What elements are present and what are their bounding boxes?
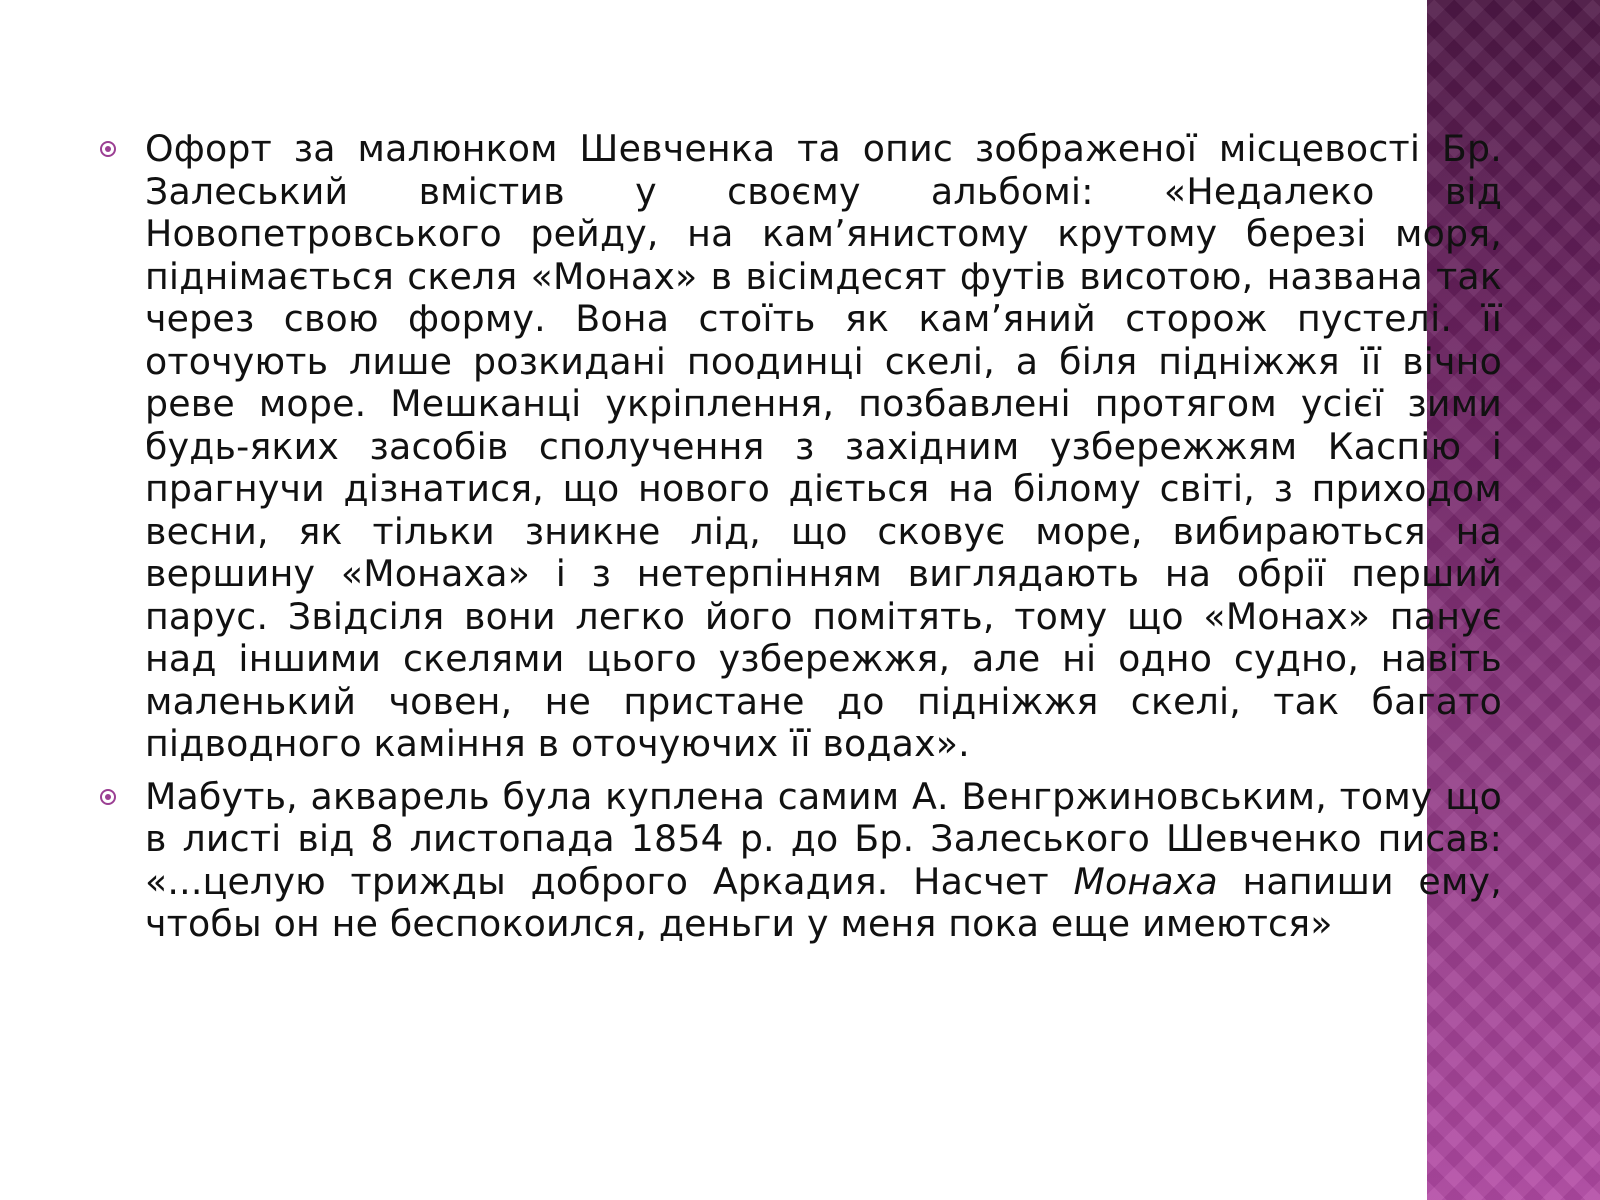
circle-bullet-icon	[100, 789, 116, 805]
bullet-item-2	[96, 776, 1502, 946]
paragraph-watercolor-purchase	[145, 776, 1502, 946]
paragraph-text-before: Мабуть, акварель була куплена самим А. Венгржиновським, тому що в листі від 8 листопада 1854 р. до Бр. Залеського Шевченко писав: «...целую трижды доброго Аркадия. Насчет	[145, 774, 1502, 903]
circle-bullet-icon	[100, 141, 116, 157]
bullet-item-1	[96, 128, 1502, 766]
paragraph-etching-description: Офорт за малюнком Шевченка та опис зображеної місцевості Бр. Залеський вмістив у своєму альбомі: «Недалеко від Новопетровського рейду, на кам’янистому крутому березі моря, піднімається скеля «Монах» в вісімдесят футів висотою, названа так через свою форму. Вона стоїть як кам’яний сторож пустелі. її оточують лише розкидані поодинці скелі, а біля підніжжя її вічно реве море. Мешканці укріплення, позбавлені протягом усієї зими будь-яких засобів сполучення з західним узбережжям Каспію і прагнучи дізнатися, що нового діється на білому світі, з приходом весни, як тільки зникне лід, що сковує море, вибираються на вершину «Монаха» і з нетерпінням виглядають на обрії перший парус. Звідсіля вони легко його помітять, тому що «Монах» панує над іншими скелями цього узбережжя, але ні одно судно, навіть маленький човен, не пристане до підніжжя скелі, так багато підводного каміння в оточуючих її водах».	[145, 127, 1502, 765]
slide-content	[96, 128, 1502, 956]
italic-title: Монаха	[1073, 859, 1218, 903]
paragraph-text-after: напиши ему, чтобы он не беспокоился, деньги у меня пока еще имеются»	[145, 859, 1502, 945]
